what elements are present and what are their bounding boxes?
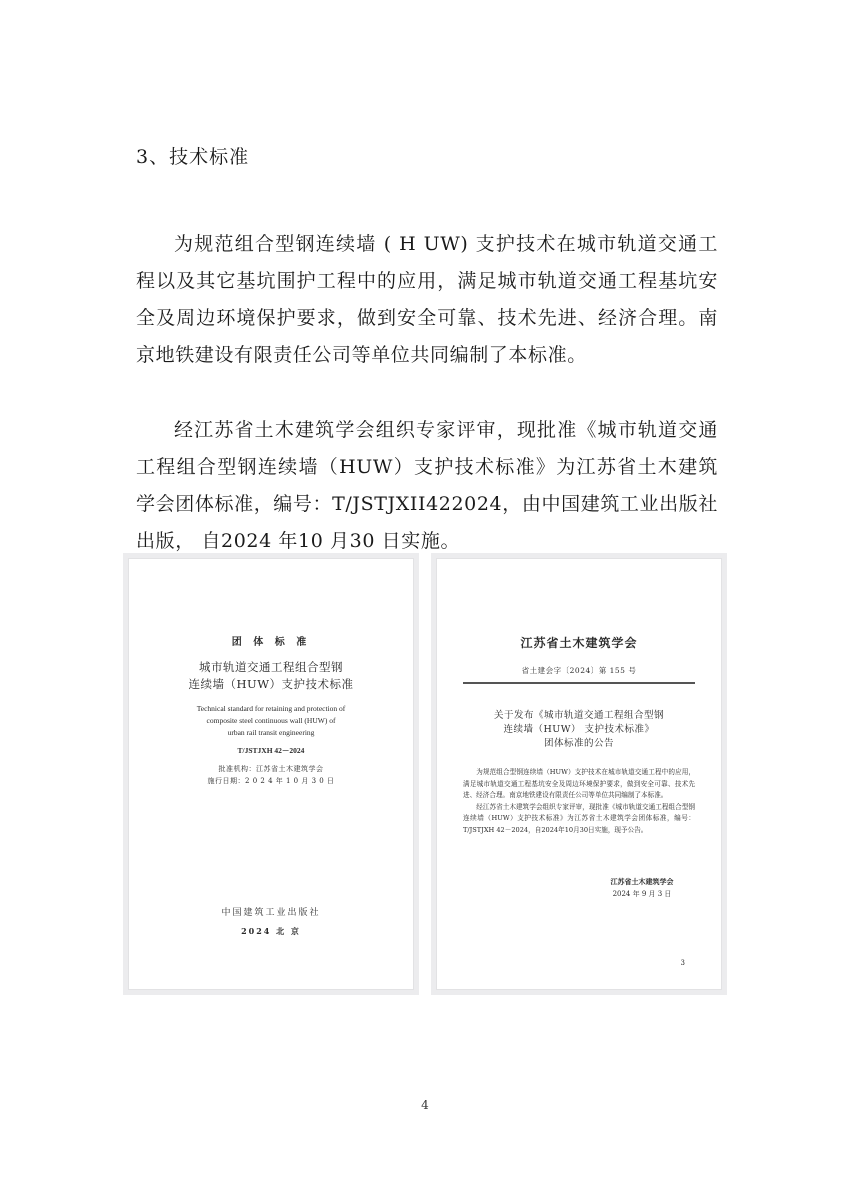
signature-organization: 江苏省土木建筑学会: [610, 877, 674, 886]
announcement-page-number: 3: [680, 959, 685, 967]
announcement-paragraph: 经江苏省土木建筑学会组织专家评审，现批准《城市轨道交通工程组合型钢连续墙（HUW）支护技术标准》为江苏省土木建筑学会团体标准，编号：T/JSTJXH 42－2024，自2024年10月30日实施，现予公告。: [463, 802, 695, 834]
announcement-title: [437, 709, 721, 751]
body-paragraph-2: [136, 412, 718, 560]
announcement-title-line: 关于发布《城市轨道交通工程组合型钢: [493, 710, 664, 721]
cover-english-title: [139, 703, 403, 739]
body-paragraph-1: [136, 226, 718, 374]
announcement-signature: [597, 876, 687, 900]
announcement-organization: 江苏省土木建筑学会: [520, 636, 638, 650]
cover-type-label: 团 体 标 准: [231, 637, 311, 648]
cover-title-line: 城市轨道交通工程组合型钢: [199, 660, 343, 674]
announcement-title-line: 连续墙（HUW） 支护技术标准》: [503, 724, 655, 735]
cover-effective-date: 施行日期：2 0 2 4 年 1 0 月 3 0 日: [207, 777, 335, 785]
section-heading: 3、技术标准: [136, 146, 250, 168]
announcement-image: [431, 553, 727, 995]
cover-page: [128, 558, 414, 990]
signature-date: 2024 年 9 月 3 日: [612, 890, 672, 898]
announcement-divider: [463, 682, 695, 684]
cover-english-line: urban rail transit engineering: [227, 728, 315, 737]
announcement-body: [463, 767, 695, 837]
cover-english-line: Technical standard for retaining and protection of: [196, 704, 346, 713]
announcement-paragraph: 为规范组合型钢连续墙（HUW）支护技术在城市轨道交通工程中的应用，满足城市轨道交通工程基坑安全及周边环境保护要求，做到安全可靠、技术先进、经济合理。南京地铁建设有限责任公司等单位共同编制了本标准。: [463, 768, 695, 800]
cover-title: [129, 659, 413, 693]
announcement-page: [436, 558, 722, 990]
paragraph-text: 经江苏省土木建筑学会组织专家评审，现批准《城市轨道交通工程组合型钢连续墙（HUW）支护技术标准》为江苏省土木建筑学会团体标准，编号：T/JSTJXII422024，由中国建筑工业出版社出版， 自2024 年10 月30 日实施。: [136, 419, 718, 552]
cover-year-city: 2024 北 京: [241, 926, 301, 936]
cover-title-line: 连续墙（HUW）支护技术标准: [188, 677, 354, 691]
standard-cover-image: [123, 553, 419, 995]
cover-english-line: composite steel continuous wall (HUW) of: [206, 716, 336, 725]
announcement-title-line: 团体标准的公告: [543, 738, 614, 749]
cover-publisher: 中国建筑工业出版社: [221, 908, 321, 918]
cover-approved-by: 批准机构：江苏省土木建筑学会: [218, 765, 324, 773]
paragraph-text: 为规范组合型钢连续墙 ( H UW) 支护技术在城市轨道交通工程以及其它基坑围护工程中的应用，满足城市轨道交通工程基坑安全及周边环境保护要求，做到安全可靠、技术先进、经济合理。南京地铁建设有限责任公司等单位共同编制了本标准。: [136, 233, 718, 366]
cover-meta: [129, 763, 413, 787]
page-number: 4: [421, 1098, 429, 1112]
announcement-doc-number: 省土建会字〔2024〕第 155 号: [521, 666, 637, 675]
cover-standard-code: T/JSTJXH 42－2024: [237, 746, 305, 755]
